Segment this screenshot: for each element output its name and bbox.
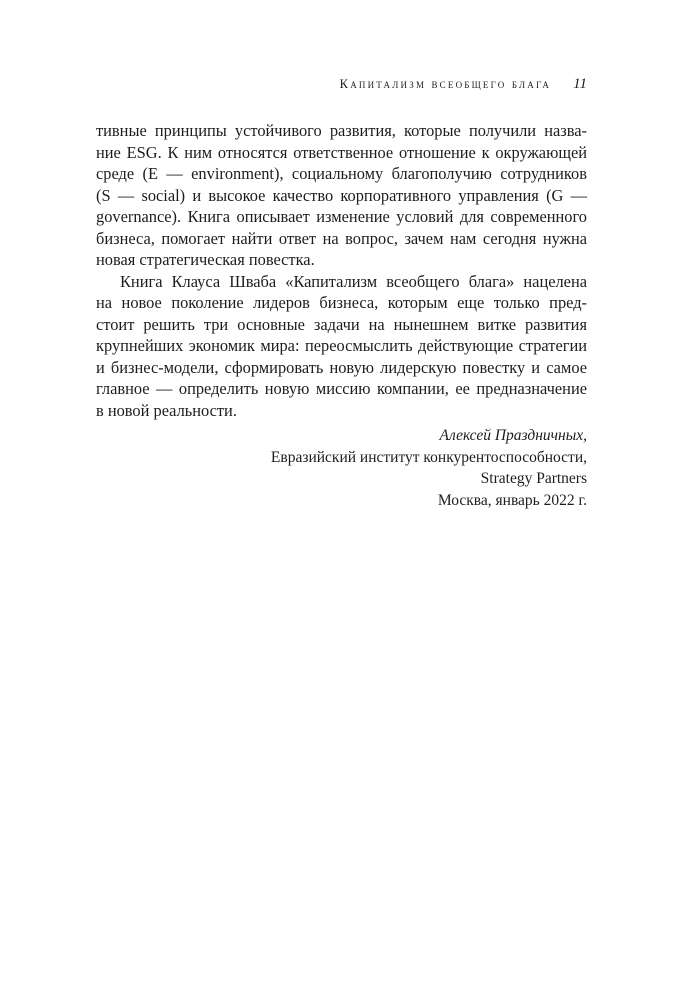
text-line: на новое поколение лидеров бизнеса, которым еще только пред- [96,293,587,312]
text-line: главное — определить новую миссию компании, ее предназначение [96,379,587,398]
paragraph-1 [96,120,587,271]
signature-company: Strategy Partners [480,470,587,487]
paragraph-2 [96,271,587,422]
body-text [96,120,587,421]
text-line: governance). Книга описывает изменение условий для современного [96,207,587,226]
text-line: тивные принципы устойчивого развития, которые получили назва- [96,121,587,140]
text-line: в новой реальности. [96,400,237,420]
signature-author: Алексей Праздничных, [439,427,587,444]
signature-block [271,425,587,511]
running-title: Капитализм всеобщего блага [339,77,552,91]
text-line: среде (E — environment), социальному благополучию сотрудников [96,164,587,183]
page-number: 11 [573,76,587,92]
signature-place-date: Москва, январь 2022 г. [437,491,587,509]
text-line: ние ESG. К ним относятся ответственное отношение к окружающей [96,142,587,162]
text-line: бизнеса, помогает найти ответ на вопрос, зачем нам сегодня нужна [96,228,587,248]
text-line: (S — social) и высокое качество корпоративного управления (G — [96,185,587,205]
text-line: стоит решить три основные задачи на нынешнем витке развития [96,314,587,334]
text-line: и бизнес-модели, сформировать новую лидерскую повестку и самое [96,357,587,377]
text-line: Книга Клауса Шваба «Капитализм всеобщего блага» нацелена [120,271,587,291]
text-line: новая стратегическая повестка. [96,250,315,269]
signature-organization: Евразийский институт конкурентоспособности, [270,448,587,466]
running-header [96,76,587,93]
text-line: крупнейших экономик мира: переосмыслить действующие стратегии [96,336,587,355]
